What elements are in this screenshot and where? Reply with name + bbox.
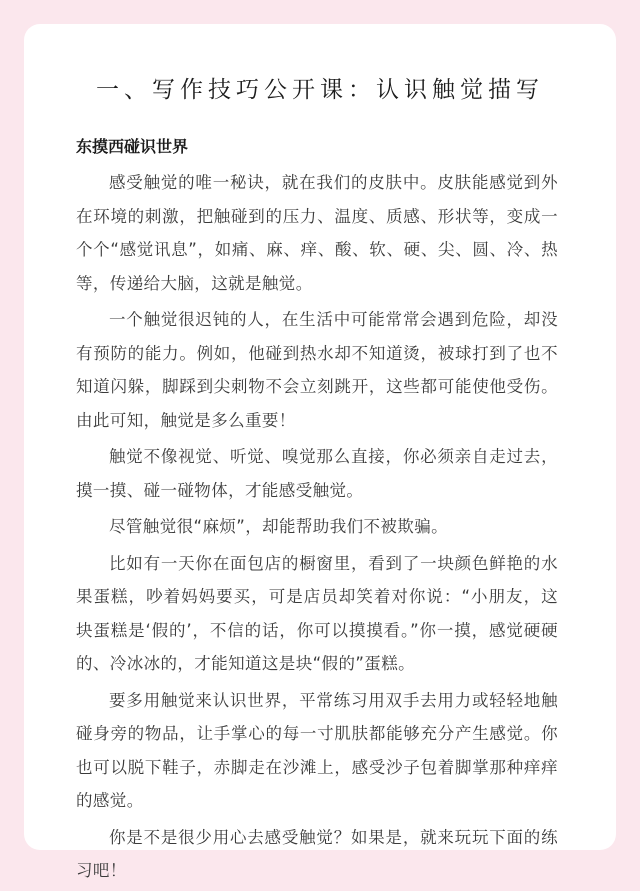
page-title: 一、写作技巧公开课：认识触觉描写 <box>96 77 544 104</box>
paragraph: 你是不是很少用心去感受触觉？如果是，就来玩玩下面的练习吧！ <box>76 827 558 880</box>
paragraph: 触觉不像视觉、听觉、嗅觉那么直接，你必须亲自走过去，摸一摸、碰一碰物体，才能感受触觉。 <box>76 447 558 500</box>
paragraph: 比如有一天你在面包店的橱窗里，看到了一块颜色鲜艳的水果蛋糕，吵着妈妈要买，可是店员却笑着对你说：“小朋友，这块蛋糕是‘假的’，不信的话，你可以摸摸看。”你一摸，感觉硬硬的、冷冰冰的，才能知道这是块“假的”蛋糕。 <box>76 553 558 673</box>
paragraph: 感受触觉的唯一秘诀，就在我们的皮肤中。皮肤能感觉到外在环境的刺激，把触碰到的压力、温度、质感、形状等，变成一个个“感觉讯息”，如痛、麻、痒、酸、软、硬、尖、圆、冷、热等，传递给大脑，这就是触觉。 <box>76 173 558 293</box>
section-subtitle: 东摸西碰识世界 <box>76 137 189 156</box>
paragraph: 尽管触觉很“麻烦”，却能帮助我们不被欺骗。 <box>109 517 448 536</box>
content-card <box>24 24 616 880</box>
paragraph: 要多用触觉来认识世界，平常练习用双手去用力或轻轻地触碰身旁的物品，让手掌心的每一寸肌肤都能够充分产生感觉。你也可以脱下鞋子，赤脚走在沙滩上，感受沙子包着脚掌那种痒痒的感觉。 <box>76 690 558 810</box>
paragraph: 一个触觉很迟钝的人，在生活中可能常常会遇到危险，却没有预防的能力。例如，他碰到热水却不知道烫，被球打到了也不知道闪躲，脚踩到尖刺物不会立刻跳开，这些都可能使他受伤。由此可知，触觉是多么重要！ <box>76 310 558 430</box>
article-body <box>76 135 558 891</box>
